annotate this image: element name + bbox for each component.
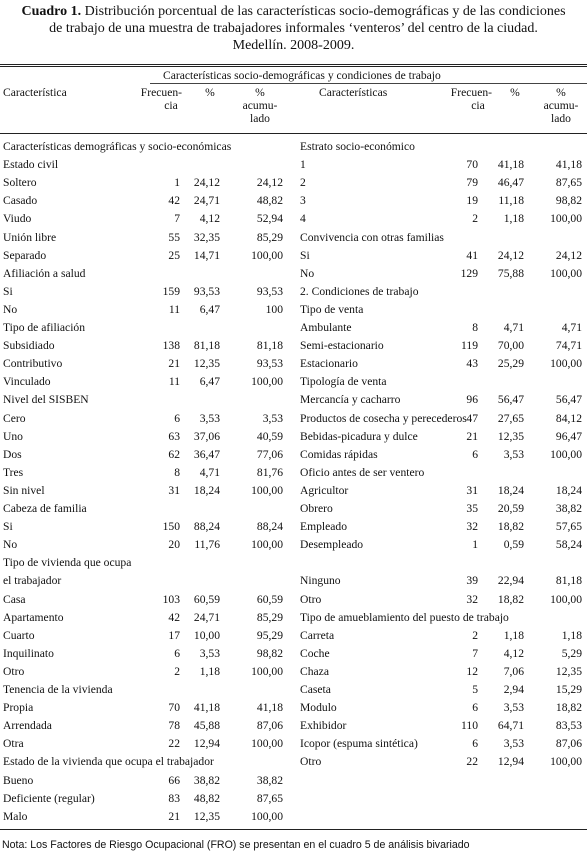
right-row-f: 7: [472, 646, 478, 660]
right-row-label: Modulo: [300, 701, 337, 715]
right-row-label: Coche: [300, 646, 330, 660]
left-row-label: Otra: [3, 737, 24, 751]
right-row-f: 6: [472, 701, 478, 715]
left-row-a: 100,00: [251, 538, 283, 552]
left-row-label: Cero: [3, 411, 26, 425]
right-row-a: 24,12: [555, 248, 582, 262]
right-row-p: 12,94: [497, 755, 524, 769]
right-row-a: 98,82: [555, 194, 582, 208]
left-row-p: 81,18: [193, 339, 220, 353]
left-row-p: 88,24: [193, 520, 220, 534]
left-row-a: 100,00: [251, 483, 283, 497]
right-row-a: 15,29: [555, 683, 582, 696]
right-row-f: 22: [466, 755, 478, 769]
right-row-f: 129: [460, 266, 478, 280]
left-row-a: 100,00: [251, 664, 283, 678]
left-row-f: 103: [162, 592, 180, 606]
right-row-p: 27,65: [497, 411, 524, 425]
left-row-label: Tipo de afiliación: [3, 321, 86, 334]
right-row-a: 41,18: [555, 158, 582, 172]
left-row-p: 6,47: [199, 302, 220, 316]
right-row-a: 5,29: [561, 646, 582, 660]
caption-text-1: Distribución porcentual de las características socio-demográficas y de las condiciones: [84, 4, 566, 19]
right-row-a: 38,82: [555, 502, 582, 515]
left-row-p: 4,71: [199, 465, 220, 479]
right-row-f: 110: [461, 719, 478, 733]
right-row-f: 43: [466, 357, 478, 371]
right-row-p: 20,59: [497, 502, 524, 515]
left-row-label: Subsidiado: [3, 339, 55, 353]
left-row-p: 12,35: [193, 357, 220, 371]
header-right-freq-2: cia: [471, 99, 485, 112]
left-row-p: 3,53: [199, 411, 220, 425]
left-row-a: 24,12: [256, 176, 283, 190]
right-row-label: Chaza: [300, 664, 329, 678]
right-row-p: 18,82: [497, 592, 524, 606]
left-row-p: 37,06: [193, 429, 220, 443]
right-row-p: 75,88: [497, 266, 524, 280]
left-row-label: Estado de la vivienda que ocupa el trabajador: [3, 755, 214, 769]
left-row-p: 12,35: [193, 809, 220, 823]
left-row-p: 18,24: [193, 483, 220, 497]
left-row-a: 95,29: [256, 628, 283, 642]
left-row-f: 55: [168, 230, 180, 244]
left-row-label: Deficiente (regular): [3, 791, 95, 805]
right-row-a: 56,47: [555, 393, 582, 407]
right-row-f: 32: [466, 520, 478, 534]
left-row-label: Si: [3, 284, 13, 298]
left-row-label: Casa: [3, 592, 26, 606]
right-row-p: 25,29: [497, 357, 524, 371]
right-row-a: 96,47: [555, 429, 582, 443]
right-row-label: Mercancía y cacharro: [300, 393, 401, 407]
left-row-label: el trabajador: [3, 574, 62, 588]
right-row-a: 83,53: [555, 719, 582, 733]
left-row-f: 17: [168, 628, 180, 642]
left-row-f: 70: [168, 701, 180, 715]
left-row-label: Afiliación a salud: [3, 266, 86, 280]
left-row-p: 10,00: [193, 628, 220, 642]
left-row-p: 3,53: [199, 646, 220, 660]
right-row-f: 21: [466, 429, 478, 443]
left-row-a: 100: [265, 302, 283, 316]
header-right-pct: %: [510, 86, 520, 99]
left-row-f: 159: [162, 284, 180, 298]
left-row-f: 62: [168, 447, 180, 461]
right-row-p: 2,94: [503, 683, 524, 696]
right-row-label: Otro: [300, 755, 322, 769]
right-row-f: 2: [472, 628, 478, 642]
right-row-f: 8: [472, 321, 478, 334]
left-row-label: Tenencia de la vivienda: [3, 683, 113, 696]
right-row-a: 100,00: [550, 212, 582, 226]
left-row-p: 24,12: [193, 176, 220, 190]
right-row-a: 57,65: [555, 520, 582, 534]
right-row-label: Carreta: [300, 628, 335, 642]
left-row-p: 36,47: [193, 447, 220, 461]
right-row-label: Tipo de amueblamiento del puesto de trabajo: [300, 610, 509, 624]
right-row-p: 64,71: [497, 719, 524, 733]
right-row-p: 18,24: [497, 483, 524, 497]
right-row-p: 1,18: [503, 212, 524, 226]
left-row-label: No: [3, 538, 18, 552]
right-row-f: 19: [466, 194, 478, 208]
right-row-label: Bebidas-picadura y dulce: [300, 429, 418, 443]
right-row-a: 100,00: [550, 755, 582, 769]
header-right-acc-1: %: [556, 86, 566, 99]
header-left-acc-2: acumu-: [242, 99, 278, 112]
header-left-pct: %: [205, 86, 215, 99]
right-row-f: 12: [466, 664, 478, 678]
left-row-p: 1,18: [199, 664, 220, 678]
left-row-label: Estado civil: [3, 158, 59, 172]
left-row-f: 138: [162, 339, 180, 353]
left-row-a: 81,18: [256, 339, 283, 353]
right-row-f: 96: [466, 393, 478, 407]
left-row-a: 48,82: [256, 194, 283, 208]
right-row-f: 1: [472, 538, 478, 552]
left-row-f: 6: [174, 646, 180, 660]
table-bottom-rule: [0, 829, 587, 830]
right-row-label: Productos de cosecha y perecederos: [300, 411, 467, 425]
left-row-a: 100,00: [251, 737, 283, 751]
left-row-p: 4,12: [199, 212, 220, 226]
header-bottom-rule: [0, 133, 587, 134]
left-row-a: 41,18: [256, 701, 283, 715]
right-row-label: Tipología de venta: [300, 375, 387, 389]
left-row-p: 32,35: [193, 230, 220, 244]
caption-label: Cuadro 1.: [21, 4, 82, 19]
header-spanning: Características socio-demográficas y condiciones de trabajo: [163, 69, 441, 82]
right-row-f: 32: [466, 592, 478, 606]
left-row-label: Contributivo: [3, 357, 63, 371]
right-row-label: Tipo de venta: [300, 302, 364, 316]
right-row-a: 4,71: [561, 321, 582, 334]
left-row-a: 81,76: [256, 465, 283, 479]
left-row-p: 6,47: [199, 375, 220, 389]
right-row-f: 41: [466, 248, 478, 262]
left-row-p: 45,88: [193, 719, 220, 733]
left-row-f: 2: [174, 664, 180, 678]
right-row-label: Ambulante: [300, 321, 352, 334]
right-row-label: Oficio antes de ser ventero: [300, 465, 425, 479]
left-row-p: 14,71: [193, 248, 220, 262]
left-row-f: 1: [174, 176, 180, 190]
right-row-f: 5: [472, 683, 478, 696]
right-row-p: 46,47: [497, 176, 524, 190]
left-row-f: 11: [168, 302, 180, 316]
right-row-label: Empleado: [300, 520, 348, 534]
right-row-label: 2: [300, 176, 306, 190]
right-row-label: Exhibidor: [300, 719, 347, 733]
right-row-label: Otro: [300, 592, 322, 606]
left-row-f: 21: [168, 809, 180, 823]
right-row-a: 100,00: [550, 592, 582, 606]
right-row-label: Estacionario: [300, 357, 358, 371]
left-row-p: 41,18: [193, 701, 220, 715]
right-row-p: 56,47: [497, 393, 524, 407]
right-row-p: 3,53: [503, 701, 524, 715]
left-row-label: Otro: [3, 664, 25, 678]
left-row-label: Características demográficas y socio-económicas: [3, 140, 232, 153]
left-row-label: Vinculado: [3, 375, 51, 389]
left-row-p: 24,71: [193, 194, 220, 208]
right-row-a: 1,18: [561, 628, 582, 642]
header-right-acc-2: acumu-: [543, 99, 579, 112]
left-row-label: Apartamento: [3, 610, 64, 624]
right-row-f: 6: [472, 447, 478, 461]
right-row-label: Agricultor: [300, 483, 349, 497]
right-row-f: 79: [466, 176, 478, 190]
left-row-label: Unión libre: [3, 230, 57, 244]
right-row-p: 12,35: [497, 429, 524, 443]
right-row-f: 39: [466, 574, 478, 588]
right-row-f: 70: [466, 158, 478, 172]
table-top-rule: [0, 64, 587, 67]
right-row-label: Semi-estacionario: [300, 339, 384, 353]
right-row-p: 24,12: [497, 248, 524, 262]
right-row-a: 18,82: [555, 701, 582, 715]
right-row-a: 87,06: [555, 737, 582, 751]
left-row-a: 38,82: [256, 773, 283, 787]
right-row-label: Si: [300, 248, 310, 262]
right-row-label: Obrero: [300, 502, 333, 515]
left-row-f: 78: [168, 719, 180, 733]
left-row-label: Uno: [3, 429, 23, 443]
right-row-a: 18,24: [555, 483, 582, 497]
header-left-acc-1: %: [255, 86, 265, 99]
left-row-p: 38,82: [193, 773, 220, 787]
table-caption: [2, 3, 585, 54]
left-row-f: 63: [168, 429, 180, 443]
caption-line-1: [2, 3, 585, 20]
right-row-p: 11,18: [498, 194, 524, 208]
right-row-p: 7,06: [503, 664, 524, 678]
left-row-label: Separado: [3, 248, 47, 262]
left-row-a: 88,24: [256, 520, 283, 534]
left-row-f: 7: [174, 212, 180, 226]
right-row-p: 70,00: [497, 339, 524, 353]
left-row-a: 77,06: [256, 447, 283, 461]
data-table: [0, 64, 587, 830]
left-row-a: 100,00: [251, 809, 283, 823]
left-row-a: 100,00: [251, 248, 283, 262]
left-row-label: Soltero: [3, 176, 37, 190]
right-row-f: 6: [472, 737, 478, 751]
footnote: Nota: Los Factores de Riesgo Ocupacional (FRO) se presentan en el cuadro 5 de análisis bivariado: [2, 839, 470, 851]
right-row-p: 22,94: [497, 574, 524, 588]
left-row-f: 21: [168, 357, 180, 371]
right-row-p: 3,53: [503, 447, 524, 461]
right-row-label: Estrato socio-económico: [300, 140, 415, 153]
left-row-a: 85,29: [256, 230, 283, 244]
right-row-a: 100,00: [550, 266, 582, 280]
header-right-acc-3: lado: [551, 112, 571, 125]
right-row-a: 100,00: [550, 447, 582, 461]
left-row-p: 24,71: [193, 610, 220, 624]
left-row-f: 8: [174, 465, 180, 479]
caption-line-3: Medellín. 2008-2009.: [232, 38, 355, 53]
left-row-f: 42: [168, 610, 180, 624]
left-row-a: 87,65: [256, 791, 283, 805]
left-row-a: 100,00: [251, 375, 283, 389]
left-row-a: 93,53: [256, 284, 283, 298]
right-row-f: 31: [466, 483, 478, 497]
header-right-characteristics: Características: [319, 86, 388, 99]
left-row-label: Inquilinato: [3, 646, 54, 660]
header-span-rule: [150, 83, 587, 84]
left-row-label: Si: [3, 520, 13, 534]
left-row-f: 6: [174, 411, 180, 425]
left-row-f: 20: [168, 538, 180, 552]
left-row-p: 48,82: [193, 791, 220, 805]
right-row-label: 3: [300, 194, 306, 208]
left-row-a: 98,82: [256, 646, 283, 660]
right-row-label: Comidas rápidas: [300, 447, 378, 461]
header-left-freq-1: Frecuen-: [140, 86, 182, 99]
left-row-label: Viudo: [3, 212, 32, 226]
right-row-label: Icopor (espuma sintética): [300, 737, 418, 751]
left-row-label: Nivel del SISBEN: [3, 393, 89, 407]
left-row-label: Arrendada: [3, 719, 52, 733]
right-row-label: 4: [300, 212, 306, 226]
left-row-p: 11,76: [194, 538, 220, 552]
left-row-a: 93,53: [256, 357, 283, 371]
right-row-label: Desempleado: [300, 538, 364, 552]
right-row-a: 84,12: [555, 411, 582, 425]
left-row-label: Cuarto: [3, 628, 35, 642]
left-row-label: Cabeza de familia: [3, 502, 87, 515]
left-row-a: 87,06: [256, 719, 283, 733]
right-row-f: 35: [466, 502, 478, 515]
left-row-a: 60,59: [256, 592, 283, 606]
right-row-f: 2: [472, 212, 478, 226]
right-row-p: 18,82: [497, 520, 524, 534]
left-row-label: Propia: [3, 701, 34, 715]
right-row-a: 81,18: [555, 574, 582, 588]
right-row-f: 119: [461, 339, 478, 353]
right-row-a: 100,00: [550, 357, 582, 371]
right-row-f: 47: [466, 411, 478, 425]
right-row-p: 3,53: [503, 737, 524, 751]
right-row-p: 0,59: [503, 538, 524, 552]
right-row-label: No: [300, 266, 315, 280]
left-row-label: Sin nivel: [3, 483, 45, 497]
header-right-freq-1: Frecuen-: [450, 86, 492, 99]
right-row-label: 2. Condiciones de trabajo: [300, 284, 419, 298]
left-row-f: 11: [168, 375, 180, 389]
right-row-a: 87,65: [555, 176, 582, 190]
left-row-a: 40,59: [256, 429, 283, 443]
left-row-f: 83: [168, 791, 180, 805]
right-row-p: 41,18: [497, 158, 524, 172]
right-row-a: 58,24: [555, 538, 582, 552]
right-row-p: 1,18: [503, 628, 524, 642]
header-left-acc-3: lado: [250, 112, 270, 125]
right-row-a: 12,35: [555, 664, 582, 678]
left-row-label: Tres: [3, 465, 24, 479]
header-left-freq-2: cia: [164, 99, 178, 112]
right-row-label: Convivencia con otras familias: [300, 230, 444, 244]
left-row-label: No: [3, 302, 18, 316]
left-row-f: 150: [162, 520, 180, 534]
left-row-p: 60,59: [193, 592, 220, 606]
left-row-f: 66: [168, 773, 180, 787]
left-row-f: 31: [168, 483, 180, 497]
left-row-label: Casado: [3, 194, 38, 208]
left-row-p: 93,53: [193, 284, 220, 298]
left-row-label: Tipo de vivienda que ocupa: [3, 556, 132, 570]
left-row-p: 12,94: [193, 737, 220, 751]
right-row-p: 4,12: [503, 646, 524, 660]
left-row-a: 85,29: [256, 610, 283, 624]
right-row-label: 1: [300, 158, 306, 172]
left-row-label: Bueno: [3, 773, 34, 787]
left-row-a: 52,94: [256, 212, 283, 226]
left-row-f: 42: [168, 194, 180, 208]
left-row-f: 22: [168, 737, 180, 751]
right-row-a: 74,71: [555, 339, 582, 353]
right-row-label: Caseta: [300, 683, 331, 696]
left-row-f: 25: [168, 248, 180, 262]
left-row-a: 3,53: [262, 411, 283, 425]
left-row-label: Dos: [3, 447, 22, 461]
right-row-p: 4,71: [503, 321, 524, 334]
right-row-label: Ninguno: [300, 574, 341, 588]
left-row-label: Malo: [3, 809, 28, 823]
header-left-characteristic: Característica: [3, 86, 67, 99]
caption-line-2: de trabajo de una muestra de trabajadores informales ‘venteros’ del centro de la ciudad.: [49, 21, 538, 36]
